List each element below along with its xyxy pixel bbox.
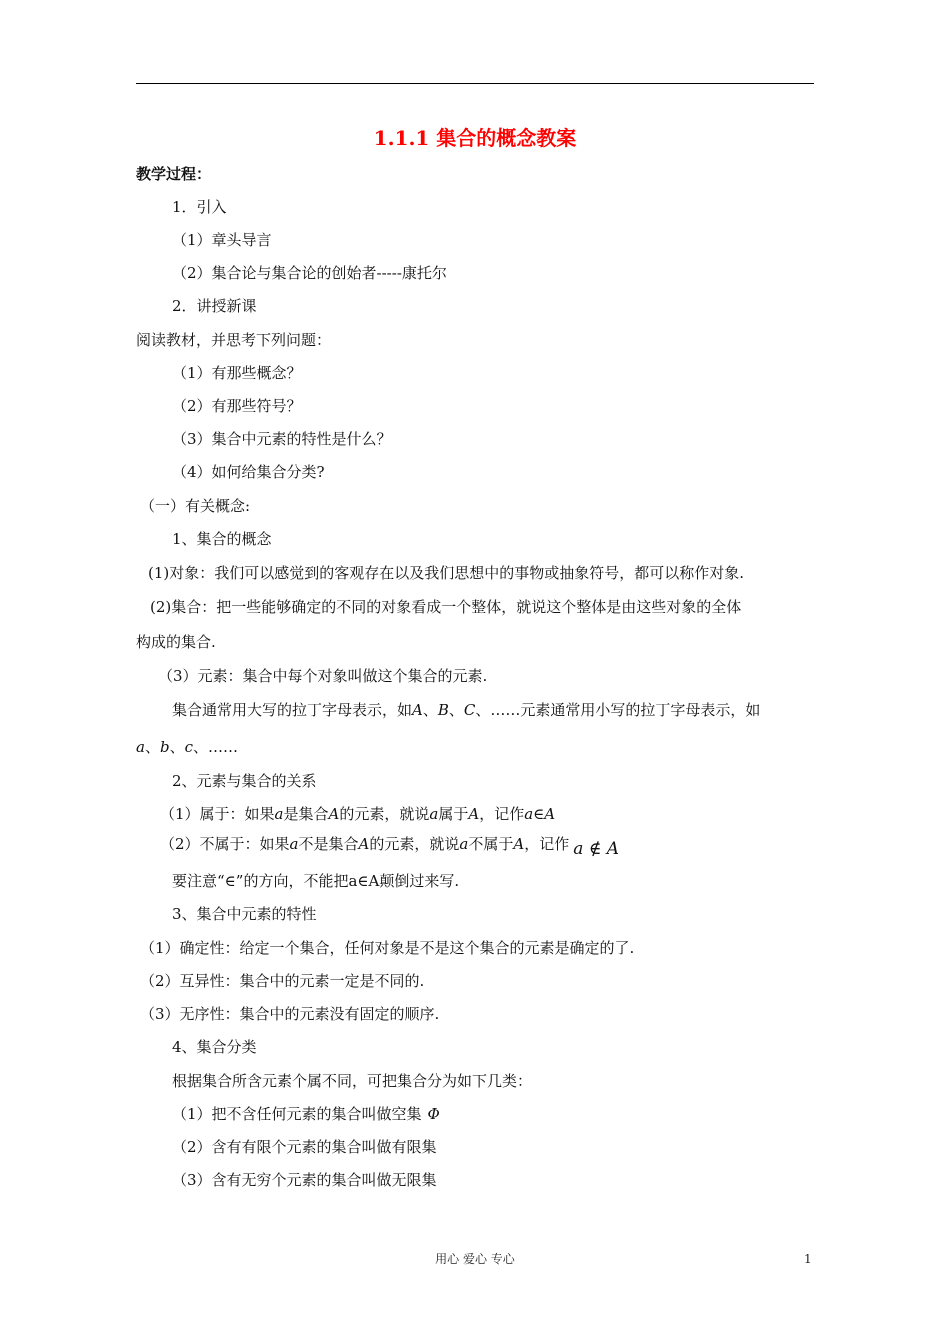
question-1: （1）有那些概念？ [172, 364, 302, 382]
subsection-element-set-relation: 2、元素与集合的关系 [172, 772, 317, 790]
section-related-concepts: （一）有关概念: [140, 497, 251, 515]
property-distinctness: （2）互异性：集合中的元素一定是不同的. [140, 972, 425, 990]
text-segment: ，记作 [524, 835, 570, 853]
text-segment: 、…… [193, 738, 239, 756]
text-segment: （1）属于：如果 [160, 805, 275, 823]
var-A: A [513, 835, 525, 853]
var-B: B [437, 701, 449, 719]
notation-lowercase [136, 737, 238, 757]
text-segment: 的元素，就说 [339, 805, 430, 823]
subsection-element-properties: 3、集合中元素的特性 [172, 905, 317, 923]
text-segment: 的元素，就说 [369, 835, 460, 853]
var-a: a [459, 835, 469, 853]
text-segment: 不属于 [468, 835, 514, 853]
text-segment: （1）把不含任何元素的集合叫做空集 [172, 1105, 422, 1123]
item-new-lesson: 2．讲授新课 [172, 297, 257, 315]
subsection-set-concept: 1、集合的概念 [172, 530, 272, 548]
classification-empty-set [172, 1104, 440, 1124]
reading-prompt: 阅读教材，并思考下列问题： [136, 331, 332, 349]
text-segment: 、 [448, 701, 464, 719]
text-segment: （2）不属于：如果 [160, 835, 290, 853]
empty-set-symbol: Φ [427, 1105, 440, 1123]
var-A: A [358, 835, 370, 853]
header-rule [136, 83, 814, 84]
var-a: a [274, 805, 284, 823]
var-a: a [136, 738, 145, 756]
item-introduction: 1．引入 [172, 198, 227, 216]
var-A: A [328, 805, 340, 823]
var-A: A [544, 805, 556, 823]
var-A: A [468, 805, 480, 823]
direction-note: 要注意“∈”的方向，不能把a∈A颠倒过来写. [172, 872, 460, 890]
var-c: c [184, 738, 193, 756]
var-a: a [289, 835, 299, 853]
definition-object: (1)对象：我们可以感觉到的客观存在以及我们思想中的事物或抽象符号，都可以称作对象. [148, 564, 745, 582]
text-segment: 集合通常用大写的拉丁字母表示，如 [172, 701, 413, 719]
text-segment: 不是集合 [298, 835, 359, 853]
text-segment: 属于 [438, 805, 469, 823]
text-segment: 是集合 [283, 805, 329, 823]
property-unorderedness: （3）无序性：集合中的元素没有固定的顺序. [140, 1005, 440, 1023]
question-4: （4）如何给集合分类? [172, 463, 325, 481]
page-number: 1 [804, 1252, 812, 1266]
text-segment: 、 [144, 738, 160, 756]
classification-infinite-set: （3）含有无穷个元素的集合叫做无限集 [172, 1171, 437, 1189]
classification-intro: 根据集合所含元素个属不同，可把集合分为如下几类： [172, 1072, 533, 1090]
subsection-set-classification: 4、集合分类 [172, 1038, 257, 1056]
text-segment: 、 [169, 738, 185, 756]
var-a: a [524, 805, 534, 823]
item-set-theory-founder: （2）集合论与集合论的创始者-----康托尔 [172, 264, 447, 282]
var-b: b [159, 738, 170, 756]
definition-set: (2)集合：把一些能够确定的不同的对象看成一个整体，就说这个整体是由这些对象的全体 [150, 598, 742, 616]
classification-finite-set: （2）含有有限个元素的集合叫做有限集 [172, 1138, 437, 1156]
definition-set-continued: 构成的集合. [136, 633, 216, 651]
var-A: A [412, 701, 423, 719]
property-determinacy: （1）确定性：给定一个集合，任何对象是不是这个集合的元素是确定的了. [140, 939, 635, 957]
element-of-symbol: ∈ [533, 805, 545, 823]
text-segment: ，记作 [479, 805, 525, 823]
var-a: a [429, 805, 439, 823]
text-segment: 、 [422, 701, 438, 719]
notation-uppercase [172, 700, 760, 720]
question-2: （2）有那些符号？ [172, 397, 302, 415]
section-heading-teaching-process: 教学过程： [136, 165, 212, 183]
relation-not-belongs [160, 834, 620, 859]
page-footer: 用心 爱心 专心 [435, 1252, 515, 1266]
text-segment: 、……元素通常用小写的拉丁字母表示，如 [475, 701, 761, 719]
item-chapter-intro: （1）章头导言 [172, 231, 272, 249]
var-C: C [463, 701, 476, 719]
document-title: 1.1.1 集合的概念教案 [373, 126, 577, 150]
definition-element: （3）元素：集合中每个对象叫做这个集合的元素. [158, 667, 488, 685]
not-element-of-formula: a ∉ A [573, 839, 620, 859]
relation-belongs [160, 804, 555, 824]
question-3: （3）集合中元素的特性是什么？ [172, 430, 392, 448]
